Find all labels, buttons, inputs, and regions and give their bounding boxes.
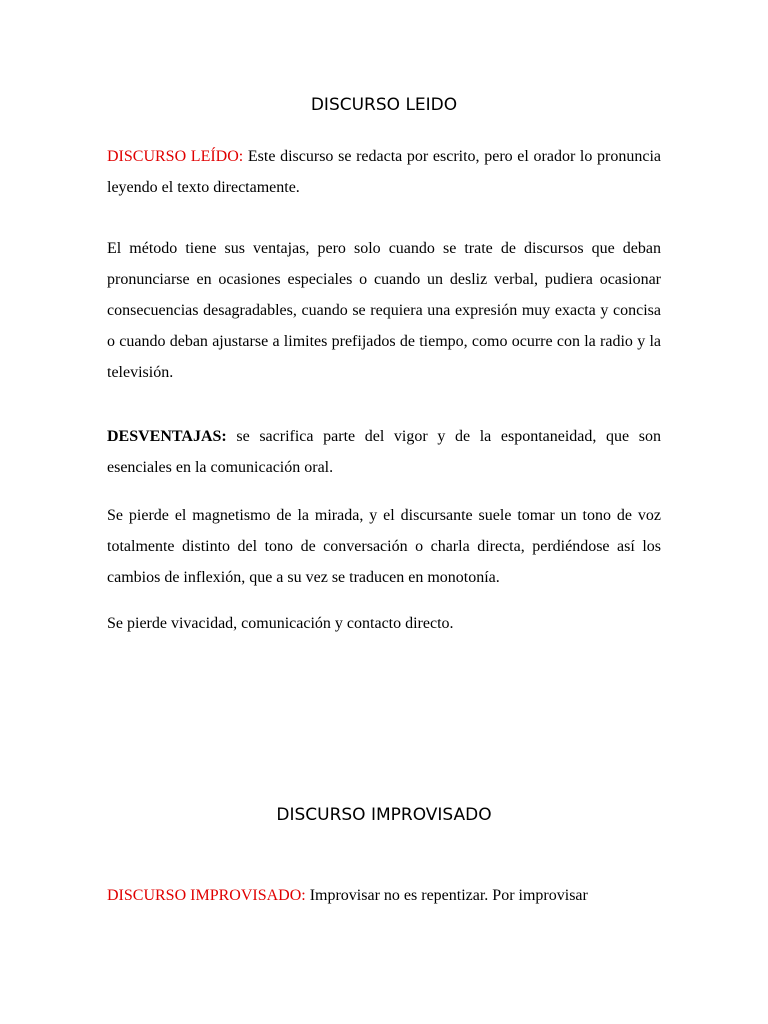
section-title-discurso-leido: DISCURSO LEIDO — [310, 95, 458, 115]
text-desventajas: se sacrifica parte del vigor y de la espontaneidad, que son esenciales en la comunicación oral. — [107, 428, 661, 476]
paragraph-discurso-improvisado-intro — [107, 880, 661, 911]
text-discurso-improvisado-intro: Improvisar no es repentizar. Por improvisar — [305, 887, 588, 904]
section-title-discurso-improvisado: DISCURSO IMPROVISADO — [276, 805, 492, 825]
paragraph-disadvantages — [107, 421, 661, 483]
paragraph-magnetism: Se pierde el magnetismo de la mirada, y el discursante suele tomar un tono de voz totalmente distinto del tono de conversación o charla directa, perdiéndose así los cambios de inflexión, que a su vez se traducen en monotonía. — [107, 507, 661, 586]
paragraph-discurso-leido-intro — [107, 141, 661, 203]
label-desventajas: DESVENTAJAS: — [107, 428, 227, 445]
text-discurso-leido-intro: Este discurso se redacta por escrito, pero el orador lo pronuncia leyendo el texto directamente. — [107, 148, 662, 196]
label-discurso-improvisado: DISCURSO IMPROVISADO: — [107, 887, 306, 904]
paragraph-method-advantages: El método tiene sus ventajas, pero solo cuando se trate de discursos que deban pronunciarse en ocasiones especiales o cuando un desliz verbal, pudiera ocasionar consecuencias desagradables, cuando se requiera una expresión muy exacta y concisa o cuando deban ajustarse a limites prefijados de tiempo, como ocurre con la radio y la televisión. — [107, 240, 661, 381]
label-discurso-leido: DISCURSO LEÍDO: — [107, 148, 244, 165]
paragraph-vivacity: Se pierde vivacidad, comunicación y contacto directo. — [107, 615, 454, 632]
